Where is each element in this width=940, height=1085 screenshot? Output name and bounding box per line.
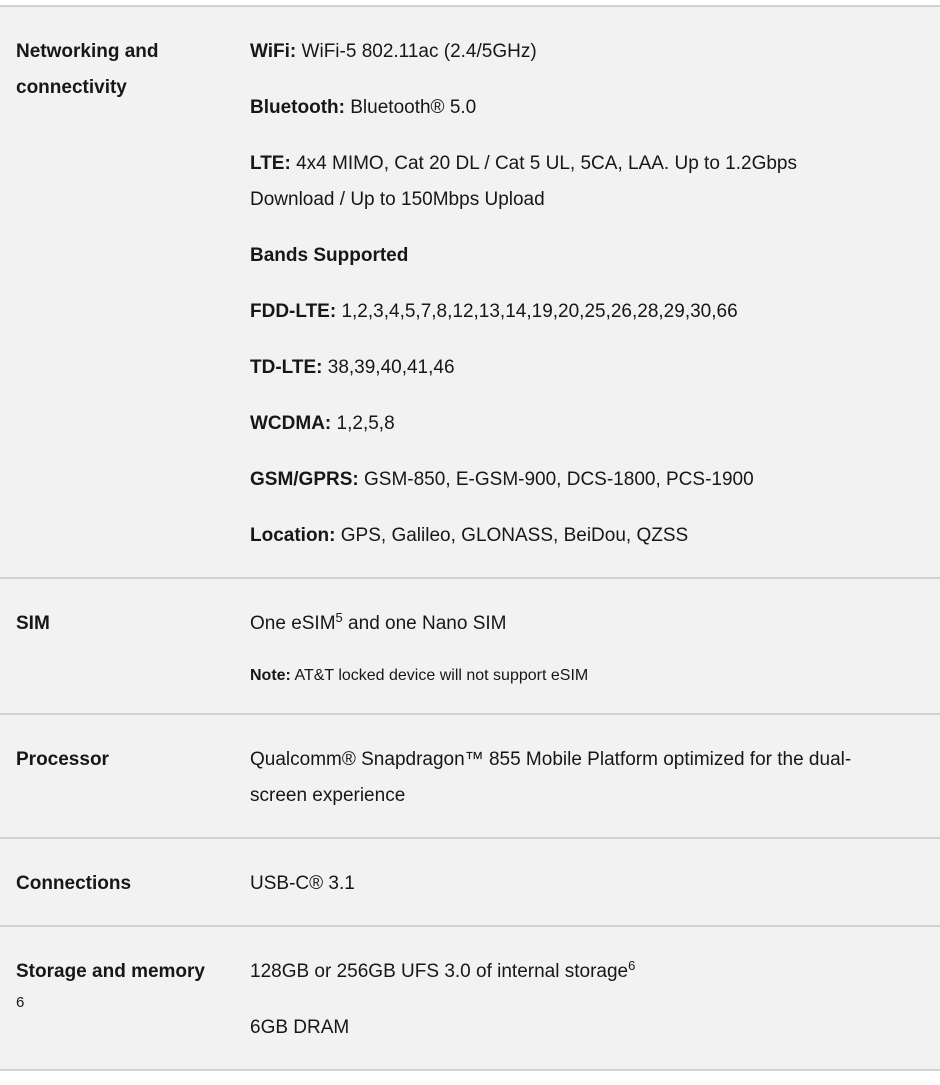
spec-text: and one Nano SIM [342, 613, 507, 634]
spec-text: Bluetooth® 5.0 [344, 97, 477, 118]
spec-row-connections [0, 839, 940, 927]
spec-term: Location: [250, 525, 336, 546]
spec-text: One eSIM [250, 613, 336, 634]
footnote-marker: 5 [335, 610, 343, 625]
row-label [0, 606, 250, 642]
spec-paragraph [250, 90, 864, 126]
footnote-marker: 6 [628, 958, 636, 973]
row-label-text: Connections [16, 873, 132, 894]
row-label [0, 954, 250, 1016]
spec-text: 4x4 MIMO, Cat 20 DL / Cat 5 UL, 5CA, LAA. Up to 1.2Gbps Download / Up to 150Mbps Upload [250, 153, 797, 210]
row-label-text: SIM [16, 613, 50, 634]
spec-text: GPS, Galileo, GLONASS, BeiDou, QZSS [335, 525, 689, 546]
spec-paragraph [250, 954, 864, 990]
row-label-text: Networking and connectivity [16, 41, 159, 98]
spec-row-processor [0, 715, 940, 839]
spec-text: GSM-850, E-GSM-900, DCS-1800, PCS-1900 [358, 469, 754, 490]
page [0, 5, 940, 1085]
spec-text: USB-C® 3.1 [250, 873, 355, 894]
spec-paragraph [250, 238, 864, 274]
spec-text: AT&T locked device will not support eSIM [290, 667, 589, 684]
row-value [250, 954, 940, 1046]
spec-paragraph [250, 462, 864, 498]
row-label-text: Processor [16, 749, 109, 770]
spec-row-networking-and-connectivity [0, 7, 940, 579]
row-label [0, 866, 250, 902]
spec-text: Qualcomm® Snapdragon™ 855 Mobile Platform optimized for the dual-screen experience [250, 749, 852, 806]
spec-paragraph [250, 662, 864, 690]
row-value [250, 866, 940, 902]
spec-paragraph [250, 350, 864, 386]
spec-table [0, 5, 940, 1071]
spec-paragraph [250, 742, 864, 814]
spec-paragraph [250, 606, 864, 642]
spec-text: 1,2,5,8 [331, 413, 395, 434]
spec-text: 128GB or 256GB UFS 3.0 of internal storage [250, 961, 629, 982]
spec-term: Bluetooth: [250, 97, 345, 118]
spec-text: 38,39,40,41,46 [322, 357, 455, 378]
row-value [250, 34, 940, 554]
spec-text: 6GB DRAM [250, 1017, 350, 1038]
spec-text: WiFi-5 802.11ac (2.4/5GHz) [296, 41, 537, 62]
row-label [0, 742, 250, 778]
row-value [250, 742, 940, 814]
spec-paragraph [250, 1010, 864, 1046]
spec-term: WiFi: [250, 41, 297, 62]
spec-text: 1,2,3,4,5,7,8,12,13,14,19,20,25,26,28,29,30,66 [336, 301, 738, 322]
spec-row-storage-and-memory [0, 927, 940, 1071]
spec-paragraph [250, 406, 864, 442]
row-label-footnote: 6 [16, 994, 25, 1011]
spec-paragraph [250, 518, 864, 554]
spec-paragraph [250, 34, 864, 70]
spec-term: TD-LTE: [250, 357, 323, 378]
spec-paragraph [250, 294, 864, 330]
spec-term: Note: [250, 667, 291, 684]
row-value [250, 606, 940, 690]
spec-row-sim [0, 579, 940, 715]
spec-paragraph [250, 146, 864, 218]
spec-term: LTE: [250, 153, 291, 174]
row-label-text: Storage and memory [16, 961, 205, 982]
spec-paragraph [250, 866, 864, 902]
row-label [0, 34, 250, 106]
spec-term: FDD-LTE: [250, 301, 337, 322]
spec-term: WCDMA: [250, 413, 332, 434]
spec-term: Bands Supported [250, 245, 409, 266]
spec-term: GSM/GPRS: [250, 469, 359, 490]
